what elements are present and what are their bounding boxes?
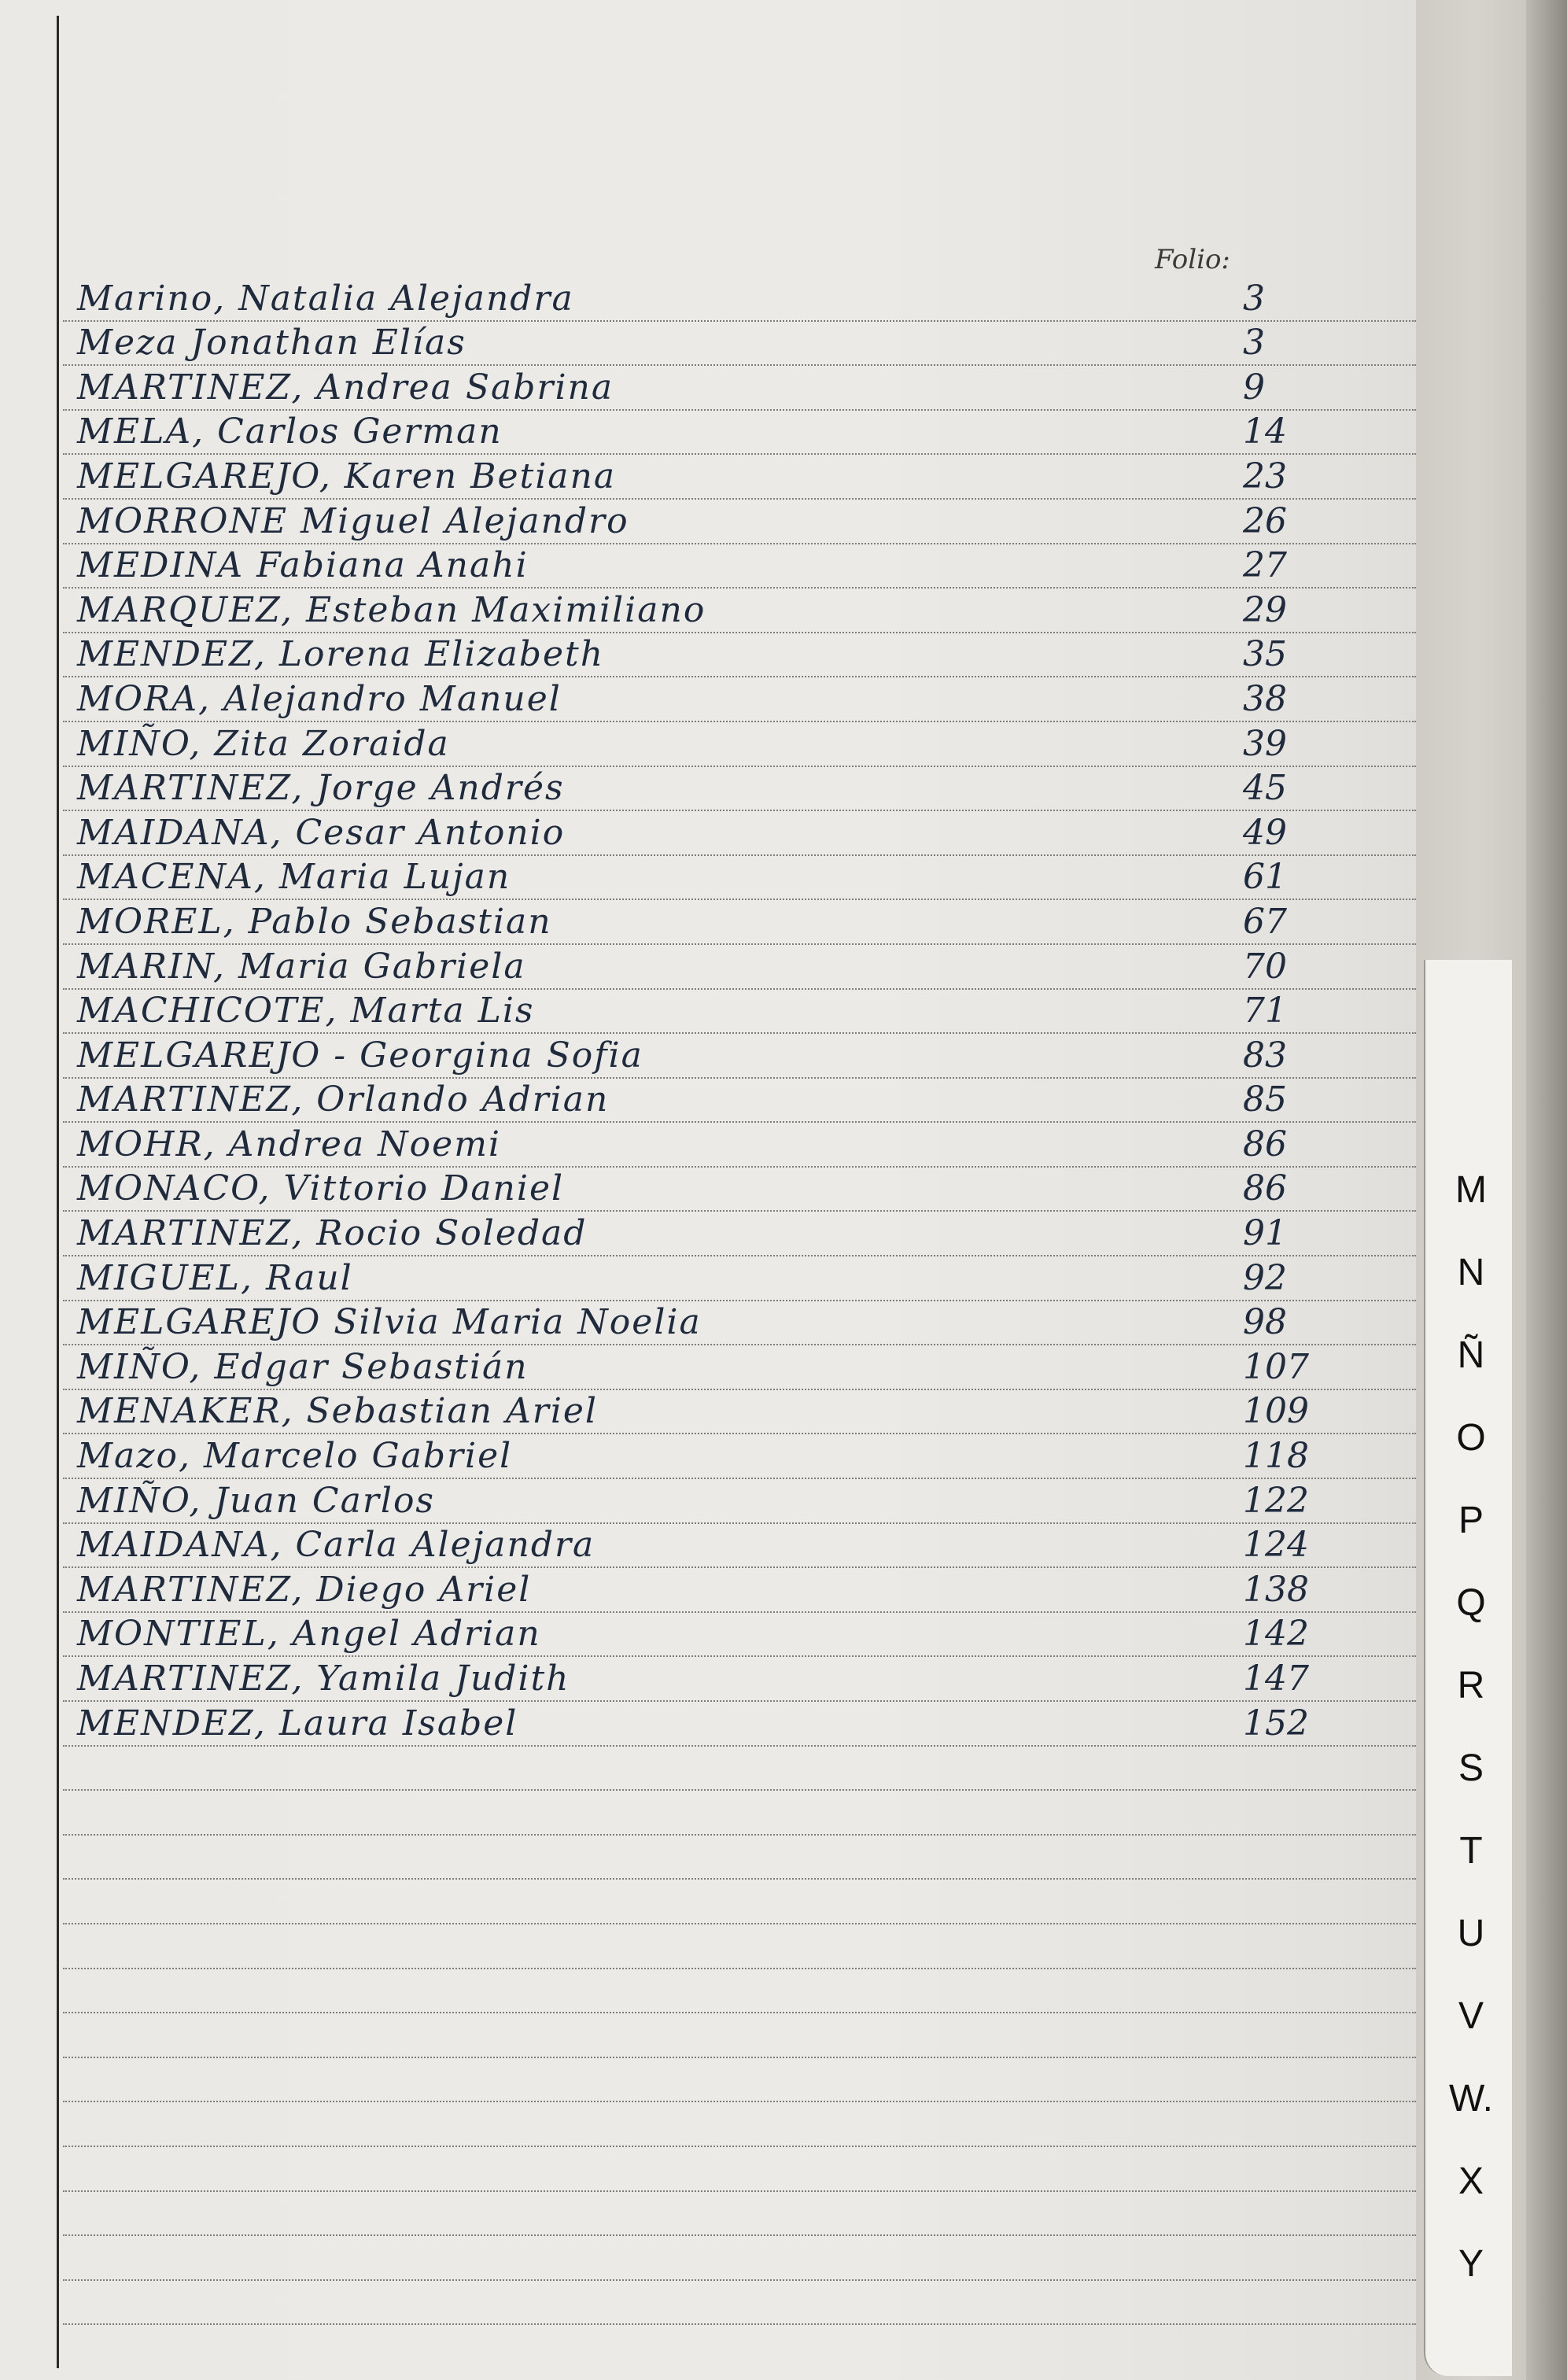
entry-folio: 118: [1243, 1436, 1309, 1477]
entry-folio: 35: [1243, 634, 1287, 675]
entry-name: MONACO, Vittorio Daniel: [77, 1168, 565, 1209]
entry-name: MAIDANA, Carla Alejandra: [77, 1525, 595, 1566]
entry-name: MACENA, Maria Lujan: [77, 857, 511, 898]
entry-folio: 26: [1243, 500, 1287, 541]
ledger-row: [63, 990, 1416, 1035]
entry-folio: 86: [1243, 1124, 1287, 1164]
ledger-row: [63, 633, 1416, 678]
entry-name: MIÑO, Edgar Sebastián: [77, 1346, 529, 1387]
entry-folio: 61: [1243, 857, 1287, 898]
entry-folio: 142: [1243, 1614, 1309, 1655]
ledger-row: [63, 2192, 1416, 2237]
ledger-row: [63, 1301, 1416, 1346]
entry-name: MELGAREJO - Georgina Sofia: [77, 1035, 643, 1076]
entry-name: MARQUEZ, Esteban Maximiliano: [77, 589, 706, 630]
tab-letter[interactable]: R: [1457, 1665, 1485, 1707]
ledger-row: [63, 856, 1416, 901]
tab-letter[interactable]: N: [1457, 1252, 1485, 1293]
entry-folio: 29: [1243, 589, 1287, 630]
entry-name: MONTIEL, Angel Adrian: [77, 1614, 541, 1655]
ledger-row: [63, 1168, 1416, 1212]
ledger-row: [63, 1123, 1416, 1168]
tab-letter[interactable]: Ñ: [1457, 1334, 1485, 1376]
entry-name: MAIDANA, Cesar Antonio: [77, 812, 566, 853]
ledger-row: [63, 1524, 1416, 1569]
ledger-row: [63, 2102, 1416, 2147]
tab-letter[interactable]: U: [1457, 1913, 1485, 1954]
entry-folio: 38: [1243, 678, 1287, 719]
entry-folio: 147: [1243, 1659, 1309, 1699]
ledger-row: [63, 1479, 1416, 1524]
entry-name: Meza Jonathan Elías: [77, 323, 466, 363]
ledger-row: [63, 2281, 1416, 2326]
binder-spine: [1526, 0, 1567, 2380]
entry-folio: 92: [1243, 1257, 1287, 1298]
ledger-row: [63, 1657, 1416, 1702]
entry-folio: 9: [1243, 367, 1265, 408]
entry-name: MARTINEZ, Diego Ariel: [77, 1569, 532, 1610]
ledger-row: [63, 544, 1416, 589]
entry-folio: 124: [1243, 1525, 1309, 1566]
entry-folio: 86: [1243, 1168, 1287, 1209]
ledger-row: [63, 677, 1416, 722]
ledger-row: [63, 811, 1416, 856]
entry-folio: 67: [1243, 901, 1287, 942]
entry-folio: 3: [1243, 278, 1265, 319]
entry-folio: 23: [1243, 456, 1287, 496]
ledger-row: [63, 2147, 1416, 2192]
ledger-row: [63, 277, 1416, 322]
entry-name: MARTINEZ, Yamila Judith: [77, 1659, 570, 1699]
entry-name: MARTINEZ, Jorge Andrés: [77, 768, 565, 809]
entry-folio: 122: [1243, 1480, 1309, 1521]
ledger-row: [63, 1836, 1416, 1880]
entry-name: MENDEZ, Laura Isabel: [77, 1703, 518, 1743]
tab-letter[interactable]: V: [1458, 1995, 1484, 2037]
entry-name: MACHICOTE, Marta Lis: [77, 991, 535, 1031]
entry-folio: 3: [1243, 323, 1265, 363]
entry-name: MIÑO, Zita Zoraida: [77, 723, 450, 764]
entry-name: MOREL, Pablo Sebastian: [77, 901, 552, 942]
folio-header: Folio:: [1155, 244, 1230, 275]
tab-letter[interactable]: O: [1456, 1417, 1486, 1459]
entry-name: MOHR, Andrea Noemi: [77, 1124, 501, 1164]
entry-folio: 152: [1243, 1703, 1309, 1743]
ledger-row: [63, 1924, 1416, 1969]
ledger-row: [63, 1212, 1416, 1256]
ledger-row: [63, 1345, 1416, 1390]
entry-folio: 39: [1243, 723, 1287, 764]
entry-folio: 138: [1243, 1569, 1309, 1610]
ledger-row: [63, 2236, 1416, 2281]
ledger-row: [63, 1568, 1416, 1613]
ledger-row: [63, 1613, 1416, 1658]
entry-folio: 45: [1243, 768, 1287, 809]
ledger-row: [63, 455, 1416, 500]
entry-name: MIGUEL, Raul: [77, 1257, 353, 1298]
entry-name: MENAKER, Sebastian Ariel: [77, 1391, 599, 1432]
ledger-row: [63, 411, 1416, 456]
ledger-row: [63, 1880, 1416, 1924]
ledger-row: [63, 1034, 1416, 1079]
tab-letter[interactable]: S: [1458, 1747, 1484, 1789]
entry-name: Marino, Natalia Alejandra: [77, 278, 574, 319]
entry-name: MEDINA Fabiana Anahi: [77, 545, 529, 586]
ledger-row: [63, 1390, 1416, 1435]
ledger-row: [63, 1702, 1416, 1747]
ledger-row: [63, 322, 1416, 367]
entry-name: MORRONE Miguel Alejandro: [77, 500, 629, 541]
entry-name: MENDEZ, Lorena Elizabeth: [77, 634, 605, 675]
entry-name: MARTINEZ, Orlando Adrian: [77, 1079, 610, 1120]
ledger-row: [63, 1079, 1416, 1124]
tab-letter[interactable]: X: [1458, 2160, 1484, 2202]
tab-letter[interactable]: P: [1458, 1500, 1484, 1541]
ledger-row: [63, 945, 1416, 990]
entry-folio: 14: [1243, 411, 1287, 452]
entry-folio: 85: [1243, 1079, 1287, 1120]
entry-name: MORA, Alejandro Manuel: [77, 678, 562, 719]
entry-folio: 83: [1243, 1035, 1287, 1076]
tab-letter[interactable]: Q: [1456, 1582, 1486, 1624]
entry-name: MARTINEZ, Rocio Soledad: [77, 1213, 588, 1254]
entry-name: MELGAREJO Silvia Maria Noelia: [77, 1302, 702, 1343]
entry-name: MARTINEZ, Andrea Sabrina: [77, 367, 614, 408]
entry-name: MARIN, Maria Gabriela: [77, 946, 526, 987]
tab-letter[interactable]: W.: [1449, 2078, 1493, 2120]
ledger-row: [63, 1969, 1416, 2014]
ledger-row: [63, 767, 1416, 812]
ledger-row: [63, 900, 1416, 945]
ledger-row: [63, 1256, 1416, 1301]
entry-folio: 91: [1243, 1213, 1287, 1254]
ledger-row: [63, 1791, 1416, 1836]
entry-folio: 27: [1243, 545, 1287, 586]
ledger-row: [63, 2058, 1416, 2103]
ledger-row: [63, 366, 1416, 411]
tab-letter[interactable]: M: [1455, 1169, 1487, 1211]
entry-folio: 71: [1243, 991, 1287, 1031]
ledger-row: [63, 1434, 1416, 1479]
entry-name: MELA, Carlos German: [77, 411, 503, 452]
ledger-row: [63, 722, 1416, 767]
entry-folio: 49: [1243, 812, 1287, 853]
entry-name: MELGAREJO, Karen Betiana: [77, 456, 617, 496]
entry-name: MIÑO, Juan Carlos: [77, 1480, 436, 1521]
tab-letter[interactable]: Y: [1458, 2243, 1484, 2285]
entry-folio: 70: [1243, 946, 1287, 987]
entry-name: Mazo, Marcelo Gabriel: [77, 1436, 513, 1477]
margin-line: [57, 16, 59, 2368]
entry-folio: 107: [1243, 1346, 1309, 1387]
ledger-row: [63, 500, 1416, 544]
entries-list: [63, 277, 1416, 2325]
entry-folio: 109: [1243, 1391, 1309, 1432]
entry-folio: 98: [1243, 1302, 1287, 1343]
tab-letter[interactable]: T: [1459, 1830, 1483, 1872]
ledger-row: [63, 589, 1416, 633]
ledger-row: [63, 2013, 1416, 2058]
ledger-row: [63, 1747, 1416, 1791]
